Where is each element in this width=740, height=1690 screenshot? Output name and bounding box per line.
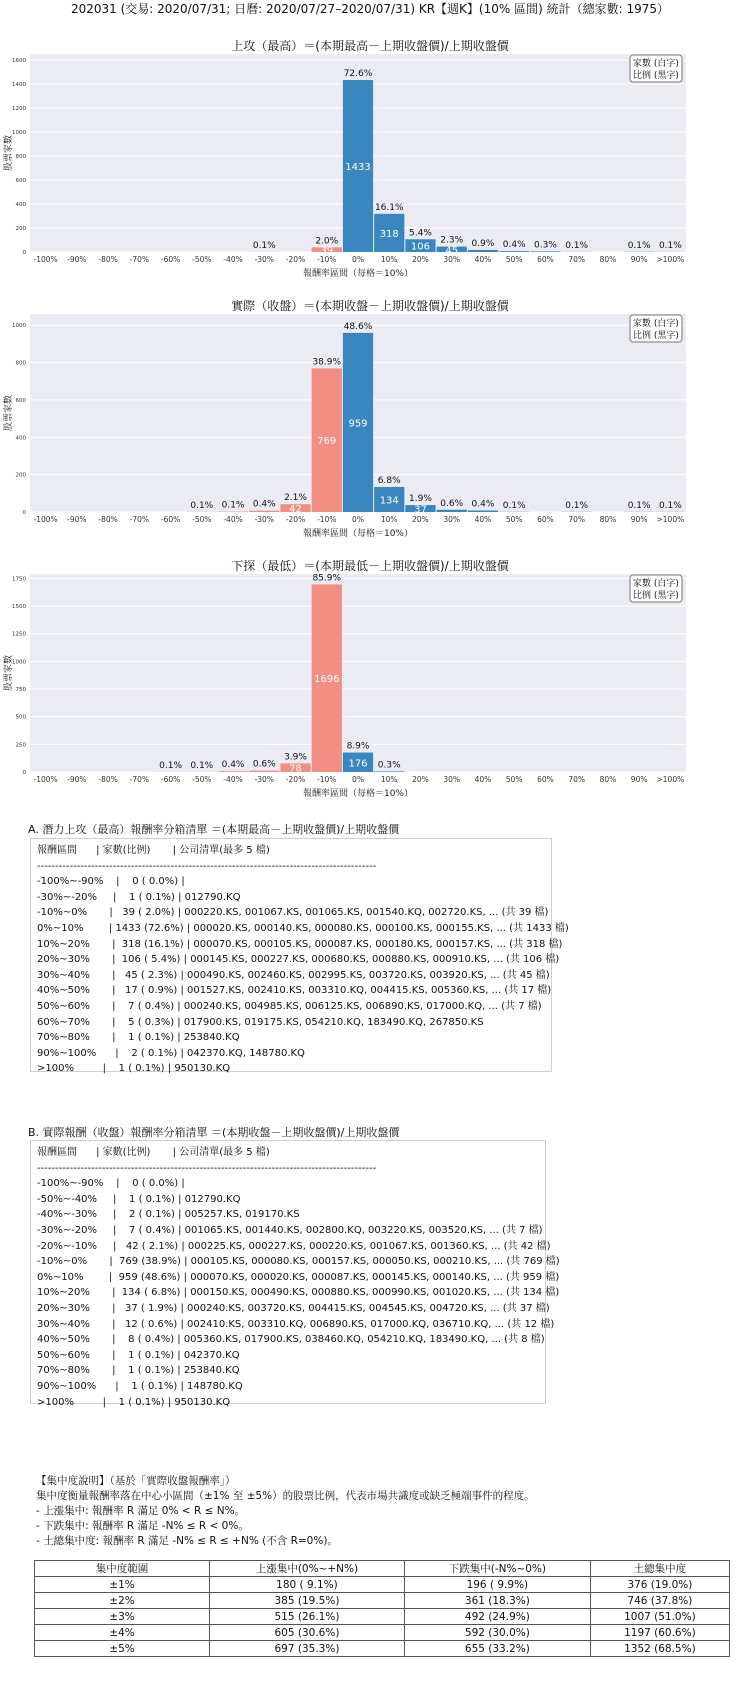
y-tick-label: 800: [15, 360, 26, 367]
x-tick-label: -60%: [160, 515, 181, 524]
header-cell: 土總集中度: [590, 1561, 729, 1577]
x-axis-label: 報酬率區間（每格＝10%）: [302, 529, 414, 539]
x-tick-label: 80%: [599, 515, 617, 524]
x-tick-label: 80%: [599, 255, 617, 264]
y-tick-label: 0: [22, 770, 26, 776]
percent-label: 2.0%: [315, 236, 339, 247]
count-label: 42: [289, 504, 302, 516]
percent-label: 48.6%: [343, 321, 373, 332]
x-tick-label: -70%: [129, 255, 150, 264]
count-label: 39: [320, 245, 334, 257]
table-cell: 1352 (68.5%): [590, 1641, 729, 1657]
percent-label: 6.8%: [377, 475, 401, 486]
percent-label: 0.1%: [565, 500, 589, 511]
y-tick-label: 800: [15, 154, 26, 160]
percent-label: 2.1%: [284, 493, 307, 504]
x-tick-label: 60%: [537, 255, 554, 264]
count-label: 769: [317, 436, 337, 448]
percent-label: 0.1%: [565, 240, 589, 251]
percent-label: 38.9%: [312, 357, 342, 368]
x-tick-label: 90%: [630, 775, 648, 784]
percent-label: 0.6%: [440, 498, 464, 509]
percent-label: 3.9%: [284, 752, 307, 763]
percent-label: 0.1%: [159, 760, 183, 771]
table-cell: 1197 (60.6%): [590, 1625, 729, 1641]
bar: [468, 511, 498, 512]
percent-label: 8.9%: [346, 741, 370, 752]
x-tick-label: -70%: [129, 515, 150, 524]
y-tick-label: 1200: [12, 106, 26, 112]
x-tick-label: -80%: [98, 255, 118, 264]
y-tick-label: 0: [22, 510, 26, 516]
table-cell: 655 (33.2%): [404, 1641, 590, 1657]
x-tick-label: 10%: [380, 515, 398, 524]
y-tick-label: 1400: [12, 82, 26, 88]
percent-label: 0.4%: [502, 240, 526, 251]
x-tick-label: -70%: [129, 775, 150, 784]
section-a-list: [30, 838, 569, 1075]
section-b-list: [30, 1140, 560, 1408]
x-tick-label: -40%: [223, 515, 243, 524]
x-tick-label: 0%: [352, 515, 364, 524]
x-tick-label: -90%: [67, 775, 87, 784]
bar: [468, 250, 498, 252]
percent-label: 0.3%: [533, 240, 557, 251]
x-tick-label: 30%: [443, 515, 461, 524]
percent-label: 85.9%: [312, 573, 342, 584]
low-return-histogram: [0, 560, 740, 810]
x-tick-label: 80%: [599, 775, 617, 784]
legend-text: 比例 (黑字): [633, 331, 679, 341]
percent-label: 0.4%: [252, 499, 276, 510]
percent-label: 0.1%: [627, 240, 651, 251]
x-axis-label: 報酬率區間（每格＝10%）: [302, 789, 414, 799]
x-tick-label: -30%: [254, 255, 274, 264]
x-tick-label: >100%: [656, 515, 685, 524]
table-cell: 1007 (51.0%): [590, 1609, 729, 1625]
legend-text: 比例 (黑字): [633, 591, 679, 601]
percent-label: 72.6%: [343, 69, 373, 80]
bar: [437, 510, 467, 512]
y-axis-label: 股票家數: [4, 654, 14, 692]
table-cell: 515 (26.1%): [210, 1609, 405, 1625]
y-tick-label: 400: [15, 202, 26, 208]
x-tick-label: -80%: [98, 515, 118, 524]
count-label: 134: [379, 495, 399, 507]
y-tick-label: 1750: [12, 576, 26, 583]
percent-label: 16.1%: [374, 202, 404, 213]
table-header-row: [35, 1561, 730, 1577]
percent-label: 1.9%: [409, 494, 432, 505]
table-cell: 592 (30.0%): [404, 1625, 590, 1641]
percent-label: 0.1%: [658, 240, 682, 251]
table-cell: 376 (19.0%): [590, 1577, 729, 1593]
x-tick-label: -50%: [192, 255, 212, 264]
concentration-notes: [36, 1474, 535, 1549]
y-tick-label: 750: [15, 687, 26, 694]
percent-label: 0.9%: [471, 238, 495, 249]
x-tick-label: 0%: [352, 255, 364, 264]
percent-label: 0.1%: [190, 760, 214, 771]
x-tick-label: 50%: [505, 515, 523, 524]
table-row: [35, 1593, 730, 1609]
x-tick-label: 70%: [568, 255, 586, 264]
x-tick-label: -20%: [285, 775, 306, 784]
percent-label: 0.1%: [190, 500, 214, 511]
count-label: 318: [379, 228, 399, 240]
x-tick-label: -50%: [192, 775, 212, 784]
table-cell: 492 (24.9%): [404, 1609, 590, 1625]
y-tick-label: 250: [15, 742, 26, 749]
concentration-line: - 下跌集中: 報酬率 R 滿足 -N% ≤ R < 0%。: [36, 1520, 249, 1532]
percent-label: 0.1%: [658, 500, 682, 511]
percent-label: 0.1%: [627, 500, 651, 511]
count-label: 1696: [314, 674, 340, 686]
x-tick-label: 20%: [412, 255, 429, 264]
x-tick-label: 30%: [443, 255, 461, 264]
x-tick-label: -40%: [223, 775, 243, 784]
x-tick-label: -90%: [67, 255, 87, 264]
header-cell: 下跌集中(-N%~0%): [404, 1561, 590, 1577]
header-cell: 上漲集中(0%~+N%): [210, 1561, 405, 1577]
percent-label: 0.1%: [252, 240, 276, 251]
section-a-title: A. 潛力上攻（最高）報酬率分箱清單 ＝(本期最高－上期收盤價)/上期收盤價: [28, 823, 400, 836]
x-tick-label: -10%: [317, 775, 337, 784]
x-tick-label: -90%: [67, 515, 87, 524]
x-tick-label: 20%: [412, 775, 429, 784]
x-tick-label: -60%: [160, 775, 181, 784]
count-label: 106: [410, 241, 431, 253]
legend-text: 家數 (白字): [633, 59, 679, 69]
section-b-text: 報酬區間 | 家數(比例) | 公司清單(最多 5 檔) ---------------------------------------------------------------------------------------------- -100%~-90% | 0 ( 0.0%) | -50%~-40% | 1 ( 0.1%) | 012790.KQ -40%~-30% | 2 ( 0.1%) | 005257.KS, 019170.KS -30%~-20% | 7 ( 0.4%) | 001065.KS, 001440.KS, 002800.KQ, 003220.KS, 003520.KS, ... (共 7 檔) -20%~-10% | 42 ( 2.1%) | 000225.KS, 000227.KS, 000220.KS, 001067.KS, 001360.KS, ... (共 42 檔) -10%~0% | 769 (38.9%) | 000105.KS, 000080.KS, 000157.KS, 000050.KS, 000210.KS, ... (共 769 檔) 0%~10% | 959 (48.6%) | 000070.KS, 000020.KS, 000087.KS, 000145.KS, 000140.KS, ... (共 959 檔) 10%~20% | 134 ( 6.8%) | 000150.KS, 000490.KS, 000880.KS, 000990.KS, 001020.KS, ... (共 134 檔) 20%~30% | 37 ( 1.9%) | 000240.KS, 003720.KS, 004415.KS, 004545.KS, 004720.KS, ... (共 37 檔) 30%~40% | 12 ( 0.6%) | 002410.KS, 003310.KQ, 006890.KS, 017000.KQ, 036710.KQ, ... (共 12 檔) 40%~50% | 8 ( 0.4%) | 005360.KS, 017900.KS, 038460.KQ, 054210.KQ, 183490.KQ, ... (共 8 檔) 50%~60% | 1 ( 0.1%) | 042370.KQ 70%~80% | 1 ( 0.1%) | 253840.KQ 90%~100% | 1 ( 0.1%) | 148780.KQ >100% | 1 ( 0.1%) | 950130.KQ: [37, 1147, 560, 1408]
legend-text: 比例 (黑字): [633, 71, 679, 81]
x-tick-label: 40%: [474, 255, 492, 264]
y-tick-label: 1500: [12, 604, 26, 611]
bar: [374, 771, 404, 772]
table-row: [35, 1609, 730, 1625]
y-tick-label: 600: [15, 397, 26, 404]
x-tick-label: 40%: [474, 515, 492, 524]
y-axis-label: 股票家數: [4, 134, 14, 172]
y-tick-label: 400: [15, 435, 26, 442]
y-tick-label: 1250: [12, 631, 26, 638]
x-tick-label: -100%: [33, 775, 58, 784]
table-cell: 385 (19.5%): [210, 1593, 405, 1609]
percent-label: 2.3%: [440, 235, 464, 246]
y-tick-label: 1600: [12, 58, 26, 64]
x-tick-label: -100%: [33, 515, 58, 524]
x-tick-label: 50%: [505, 255, 523, 264]
table-cell: 605 (30.6%): [210, 1625, 405, 1641]
legend-text: 家數 (白字): [633, 579, 679, 589]
chart-title: 上攻（最高）＝(本期最高－上期收盤價)/上期收盤價: [231, 40, 509, 53]
percent-label: 0.1%: [221, 500, 245, 511]
concentration-line: - 上漲集中: 報酬率 R 滿足 0% < R ≤ N%。: [36, 1505, 246, 1517]
x-tick-label: >100%: [656, 255, 685, 264]
page-title: 202031 (交易: 2020/07/31; 日曆: 2020/07/27–2020/07/31) KR【週K】(10% 區間) 統計（總家數: 1975）: [70, 2, 669, 16]
table-cell: ±5%: [35, 1641, 210, 1657]
percent-label: 0.4%: [221, 760, 245, 771]
table-cell: 697 (35.3%): [210, 1641, 405, 1657]
percent-label: 0.6%: [252, 759, 276, 770]
x-tick-label: 40%: [474, 775, 492, 784]
x-axis-label: 報酬率區間（每格＝10%）: [302, 269, 414, 279]
x-tick-label: 70%: [568, 775, 586, 784]
x-tick-label: 90%: [630, 255, 648, 264]
percent-label: 0.3%: [377, 760, 401, 771]
chart-title: 下探（最低）＝(本期最低－上期收盤價)/上期收盤價: [231, 560, 509, 573]
table-cell: 180 ( 9.1%): [210, 1577, 405, 1593]
table-row: [35, 1641, 730, 1657]
y-tick-label: 500: [15, 714, 26, 721]
x-tick-label: -30%: [254, 515, 274, 524]
table-row: [35, 1625, 730, 1641]
x-tick-label: -20%: [285, 515, 306, 524]
chart-title: 實際（收盤）＝(本期收盤－上期收盤價)/上期收盤價: [231, 300, 509, 313]
bar: [530, 251, 560, 252]
table-cell: 746 (37.8%): [590, 1593, 729, 1609]
x-tick-label: -10%: [317, 255, 337, 264]
x-tick-label: >100%: [656, 775, 685, 784]
x-tick-label: -20%: [285, 255, 306, 264]
concentration-title: 【集中度說明】（基於「實際收盤報酬率」）: [36, 1475, 236, 1487]
count-label: 37: [414, 504, 427, 516]
y-tick-label: 200: [15, 472, 26, 479]
x-tick-label: 10%: [380, 255, 398, 264]
table-cell: 196 ( 9.9%): [404, 1577, 590, 1593]
table-cell: ±3%: [35, 1609, 210, 1625]
x-tick-label: 10%: [380, 775, 398, 784]
count-label: 959: [348, 418, 368, 430]
x-tick-label: -40%: [223, 255, 243, 264]
x-tick-label: 70%: [568, 515, 586, 524]
bar: [249, 771, 279, 772]
count-label: 1433: [345, 162, 371, 174]
x-tick-label: -100%: [33, 255, 58, 264]
x-tick-label: 0%: [352, 775, 364, 784]
y-tick-label: 1000: [12, 659, 26, 666]
x-tick-label: 60%: [537, 775, 554, 784]
percent-label: 5.4%: [409, 228, 432, 239]
y-tick-label: 0: [22, 250, 26, 256]
concentration-table: [34, 1560, 730, 1657]
x-tick-label: 30%: [443, 775, 461, 784]
y-tick-label: 200: [15, 226, 26, 232]
count-label: 176: [348, 758, 368, 770]
table-cell: ±4%: [35, 1625, 210, 1641]
high-return-histogram: [0, 40, 740, 290]
table-cell: ±2%: [35, 1593, 210, 1609]
table-row: [35, 1577, 730, 1593]
percent-label: 0.1%: [502, 500, 526, 511]
bar: [218, 771, 248, 772]
y-axis-label: 股票家數: [4, 394, 14, 432]
close-return-histogram: [0, 300, 740, 550]
y-tick-label: 1000: [12, 130, 26, 136]
table-cell: ±1%: [35, 1577, 210, 1593]
percent-label: 0.4%: [471, 499, 495, 510]
section-a-text: 報酬區間 | 家數(比例) | 公司清單(最多 5 檔) ---------------------------------------------------------------------------------------------- -100%~-90% | 0 ( 0.0%) | -30%~-20% | 1 ( 0.1%) | 012790.KQ -10%~0% | 39 ( 2.0%) | 000220.KS, 001067.KS, 001065.KS, 001540.KQ, 002720.KS, ... (共 39 檔) 0%~10% | 1433 (72.6%) | 000020.KS, 000140.KS, 000080.KS, 000100.KS, 000155.KS, ... (共 1433 檔) 10%~20% | 318 (16.1%) | 000070.KS, 000105.KS, 000087.KS, 000180.KS, 000157.KS, ... (共 318 檔) 20%~30% | 106 ( 5.4%) | 000145.KS, 000227.KS, 000680.KS, 000880.KS, 000910.KS, ... (共 106 檔) 30%~40% | 45 ( 2.3%) | 000490.KS, 002460.KS, 002995.KS, 003720.KS, 003920.KS, ... (共 45 檔) 40%~50% | 17 ( 0.9%) | 001527.KS, 002410.KS, 003310.KQ, 004415.KS, 005360.KS, ... (共 17 檔) 50%~60% | 7 ( 0.4%) | 000240.KS, 004985.KS, 006125.KS, 006890.KS, 017000.KQ, ... (共 7 檔) 60%~70% | 5 ( 0.3%) | 017900.KS, 019175.KS, 054210.KQ, 183490.KQ, 267850.KS 70%~80% | 1 ( 0.1%) | 253840.KQ 90%~100% | 2 ( 0.1%) | 042370.KQ, 148780.KQ >100% | 1 ( 0.1%) | 950130.KQ: [37, 845, 569, 1075]
y-tick-label: 1000: [12, 323, 26, 330]
bar: [499, 251, 529, 252]
section-b-title: B. 實際報酬（收盤）報酬率分箱清單 ＝(本期收盤－上期收盤價)/上期收盤價: [28, 1126, 400, 1139]
x-tick-label: 60%: [537, 515, 554, 524]
x-tick-label: 50%: [505, 775, 523, 784]
x-tick-label: -10%: [317, 515, 337, 524]
x-tick-label: -80%: [98, 775, 118, 784]
y-tick-label: 600: [15, 178, 26, 184]
bar: [249, 511, 279, 512]
x-tick-label: -50%: [192, 515, 212, 524]
header-cell: 集中度範圍: [35, 1561, 210, 1577]
count-label: 78: [289, 763, 302, 775]
x-tick-label: -30%: [254, 775, 274, 784]
x-tick-label: -60%: [160, 255, 181, 264]
x-tick-label: 20%: [412, 515, 429, 524]
legend-text: 家數 (白字): [633, 319, 679, 329]
concentration-line: - 土總集中度: 報酬率 R 滿足 -N% ≤ R ≤ +N% (不含 R=0%)。: [36, 1535, 338, 1547]
x-tick-label: 90%: [630, 515, 648, 524]
concentration-line: 集中度衡量報酬率落在中心小區間（±1% 至 ±5%）的股票比例，代表市場共識度或缺乏極端事件的程度。: [36, 1490, 535, 1502]
table-cell: 361 (18.3%): [404, 1593, 590, 1609]
count-label: 45: [445, 245, 459, 257]
